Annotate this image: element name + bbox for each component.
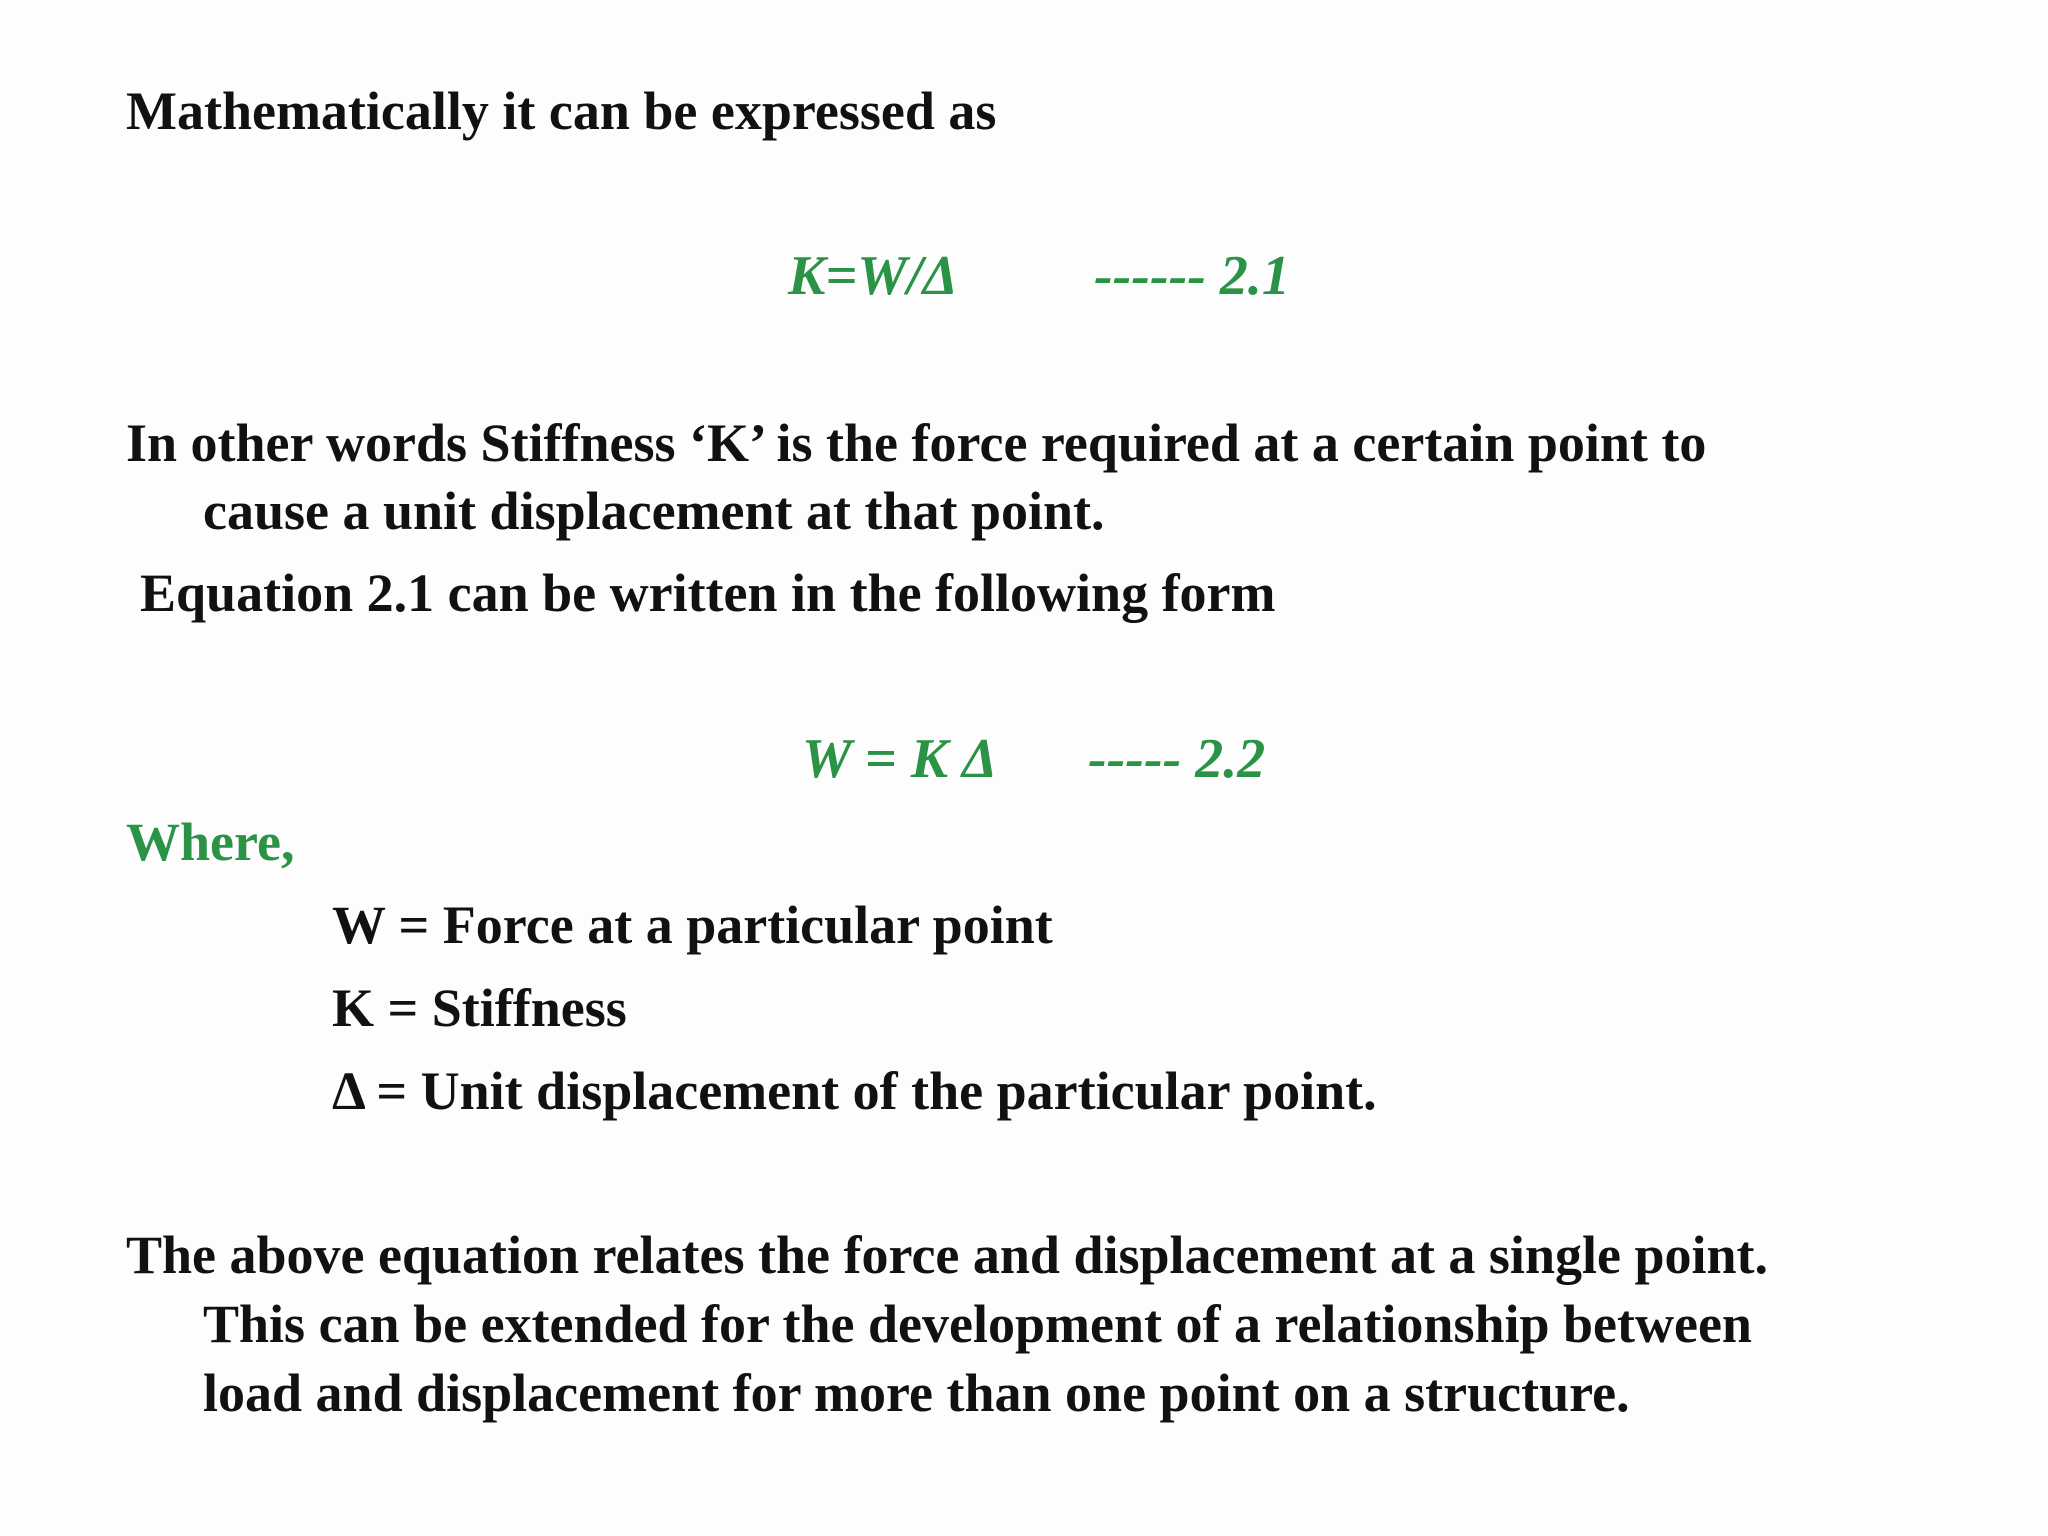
conclusion-line-3: load and displacement for more than one point on a structure. (203, 1363, 1630, 1423)
equation-2-2-formula: W = K Δ (802, 728, 998, 790)
rewrite-intro-text: Equation 2.1 can be written in the following form (140, 563, 1276, 623)
intro-text: Mathematically it can be expressed as (126, 81, 997, 141)
equation-2-1-label: ------ 2.1 (1094, 245, 1290, 307)
conclusion-line-2: This can be extended for the development of a relationship between (203, 1294, 1752, 1354)
definition-item-delta: Δ = Unit displacement of the particular point. (332, 1061, 1377, 1121)
conclusion-line-1: The above equation relates the force and displacement at a single point. (126, 1225, 1768, 1285)
definition-item-w: W = Force at a particular point (332, 895, 1053, 955)
where-label: Where, (126, 812, 295, 872)
equation-2-2-label: ----- 2.2 (1088, 728, 1266, 790)
definition-item-k: K = Stiffness (332, 978, 627, 1038)
definition-line-2: cause a unit displacement at that point. (203, 481, 1105, 541)
equation-2-1-formula: K=W/Δ (788, 245, 958, 307)
definition-line-1: In other words Stiffness ‘K’ is the force required at a certain point to (126, 413, 1707, 473)
